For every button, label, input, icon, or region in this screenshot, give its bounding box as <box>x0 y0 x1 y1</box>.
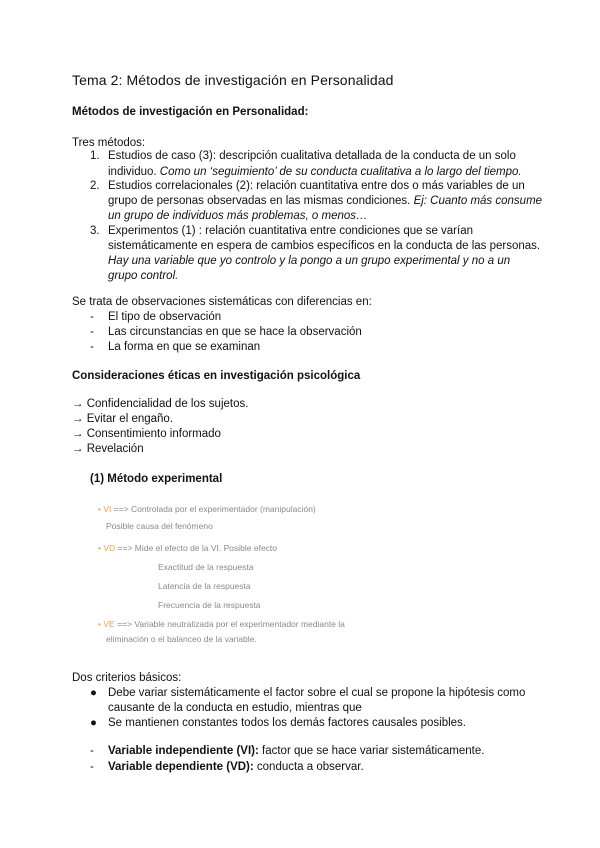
observations-intro: Se trata de observaciones sistemáticas con diferencias en: <box>72 296 372 308</box>
vi-sub: Posible causa del fenómeno <box>106 521 213 531</box>
section-heading-ethics: Consideraciones éticas en investigación psicológica <box>72 370 361 382</box>
list-text: Revelación <box>86 443 144 455</box>
list-text: Confidencialidad de los sujetos. <box>86 398 249 410</box>
criteria-intro: Dos criterios básicos: <box>72 672 182 684</box>
list-example: Ej: Cuanto más consume <box>413 195 543 207</box>
ve-text: ==> Variable neutralizada por el experimentador mediante la <box>117 619 345 629</box>
bullet-icon: • <box>98 543 101 553</box>
section-heading-methods: Métodos de investigación en Personalidad: <box>72 106 309 118</box>
list-item <box>90 149 516 165</box>
list-text: Debe variar sistemáticamente el factor sobre el cual se propone la hipótesis como <box>108 687 526 699</box>
dash-marker: - <box>90 311 94 323</box>
list-item <box>90 325 362 341</box>
dash-marker: - <box>90 326 94 338</box>
definition-term: Variable independiente (VI): <box>108 745 259 757</box>
definition-term: Variable dependiente (VD): <box>108 761 254 773</box>
list-item <box>72 442 144 458</box>
list-text: Consentimiento informado <box>86 428 221 440</box>
list-text: La forma en que se examinan <box>108 341 261 353</box>
vi-text: ==> Controlada por el experimentador (manipulación) <box>113 504 316 514</box>
vd-sub-item: Exactitud de la respuesta <box>158 562 254 572</box>
list-text: Experimentos (1) : relación cuantitativa entre condiciones que se varían <box>108 225 474 237</box>
list-item-continuation <box>108 209 368 225</box>
list-text: Evitar el engaño. <box>86 413 174 425</box>
list-item-continuation <box>108 194 542 210</box>
page-title: Tema 2: Métodos de investigación en Personalidad <box>72 72 394 88</box>
list-item-continuation <box>108 239 540 255</box>
dash-marker: - <box>90 745 94 757</box>
bullet-icon: ● <box>90 717 97 729</box>
list-text: Se mantienen constantes todos los demás factores causales posibles. <box>108 717 466 729</box>
definition-text: factor que se hace variar sistemáticamente. <box>258 745 485 757</box>
list-item-continuation <box>108 254 510 270</box>
arrow-icon: → <box>72 443 84 455</box>
arrow-icon: → <box>72 428 84 440</box>
list-example: Como un ‘seguimiento’ de su conducta cualitativa a lo largo del tiempo. <box>159 166 522 178</box>
list-number: 3. <box>90 225 100 237</box>
bullet-icon: ● <box>90 687 97 699</box>
dash-marker: - <box>90 341 94 353</box>
list-example: Hay una variable que yo controlo y la pongo a un grupo experimental y no a un <box>108 255 511 267</box>
dash-marker: - <box>90 761 94 773</box>
list-item <box>90 686 525 702</box>
list-text: Las circunstancias en que se hace la observación <box>108 326 362 338</box>
vd-label: VD <box>103 543 116 553</box>
vd-text: ==> Mide el efecto de la VI. Posible efecto <box>117 543 278 553</box>
list-number: 1. <box>90 150 100 162</box>
bullet-icon: • <box>98 504 101 514</box>
vd-line <box>98 543 277 553</box>
list-text: El tipo de observación <box>108 311 222 323</box>
list-text: Estudios correlacionales (2): relación cuantitativa entre dos o más variables de un <box>108 180 525 192</box>
ve-line <box>98 619 345 629</box>
vi-line <box>98 504 316 514</box>
list-item <box>72 427 221 443</box>
list-item <box>90 224 473 240</box>
section-heading-experimental: (1) Método experimental <box>90 473 223 485</box>
list-item <box>90 340 260 356</box>
list-item <box>72 412 173 428</box>
definition-text: conducta a observar. <box>253 761 364 773</box>
ve-label: VE <box>103 619 115 629</box>
bullet-icon: • <box>98 619 101 629</box>
definition-item <box>90 744 484 760</box>
ve-sub: eliminación o el balanceo de la variable. <box>106 634 257 644</box>
vd-sub-item: Frecuencia de la respuesta <box>158 600 261 610</box>
list-text: grupo de personas observadas en las mismas condiciones. <box>108 195 414 207</box>
list-example: un grupo de individuos más problemas, o menos… <box>108 210 368 222</box>
list-item-continuation: causante de la conducta en estudio, mientras que <box>108 702 362 714</box>
list-item-continuation <box>108 269 178 285</box>
list-number: 2. <box>90 180 100 192</box>
vi-label: VI <box>103 504 112 514</box>
list-item <box>72 397 248 413</box>
list-example: grupo control. <box>108 270 179 282</box>
methods-intro: Tres métodos: <box>72 137 146 149</box>
arrow-icon: → <box>72 413 84 425</box>
arrow-icon: → <box>72 398 84 410</box>
list-text: Estudios de caso (3): descripción cualitativa detallada de la conducta de un solo <box>108 150 516 162</box>
list-item <box>90 310 221 326</box>
list-text: sistemáticamente en espera de cambios específicos en la conducta de las personas. <box>108 240 541 252</box>
list-text: individuo. <box>108 166 160 178</box>
definition-item <box>90 760 364 776</box>
list-item <box>90 179 525 195</box>
list-item <box>90 716 466 732</box>
vd-sub-item: Latencia de la respuesta <box>158 581 251 591</box>
